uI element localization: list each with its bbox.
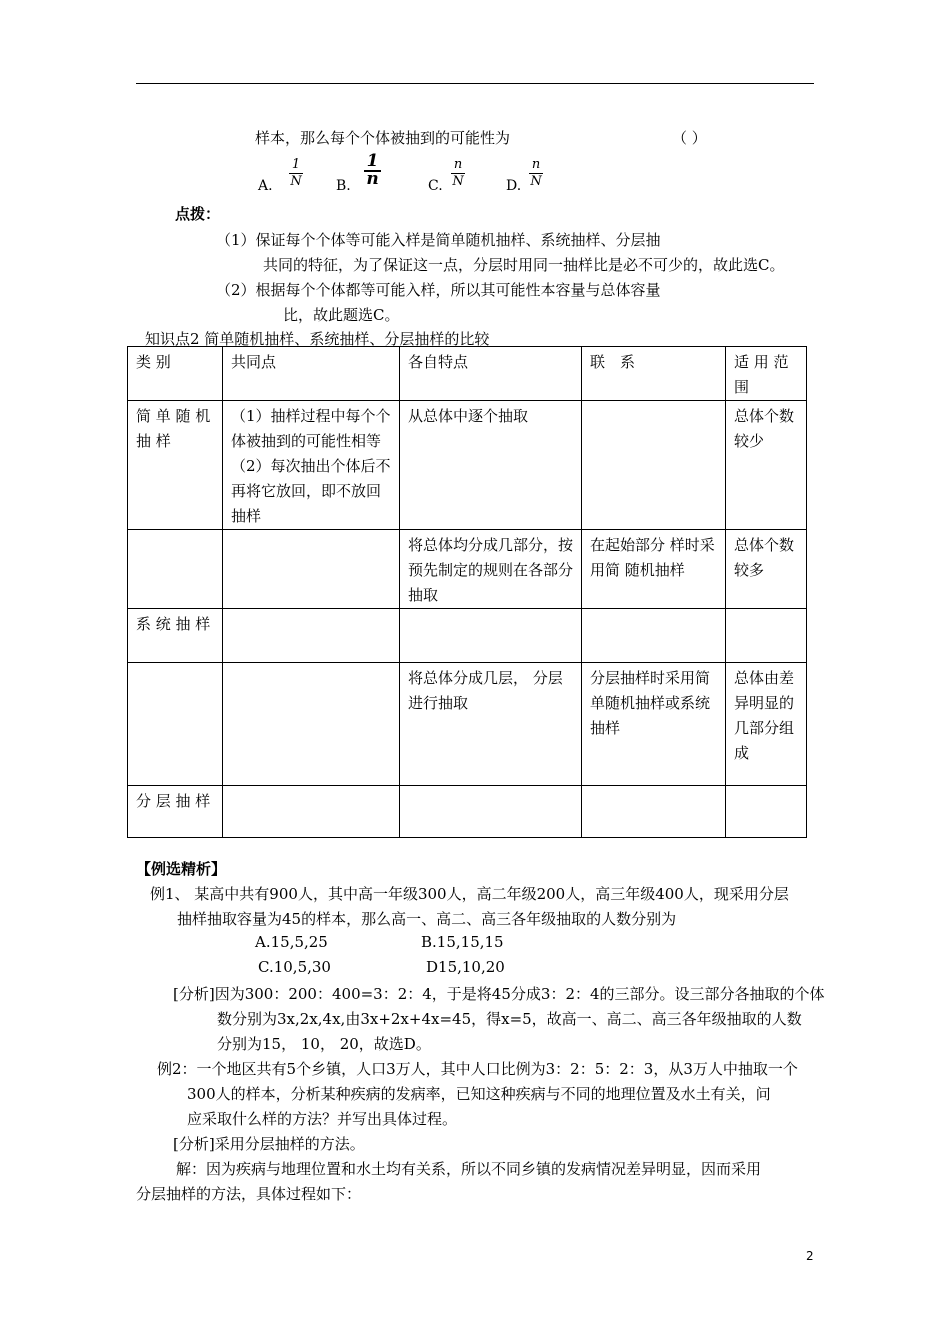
hint-line-3: （2）根据每个个体都等可能入样，所以其可能性本容量与总体容量 <box>216 281 661 299</box>
table-cell <box>223 609 400 663</box>
header-features: 各自特点 <box>400 347 582 401</box>
table-cell: 总体个数较多 <box>726 530 807 609</box>
example1-analysis-line-2: 数分别为3x,2x,4x,由3x+2x+4x=45，得x=5，故高一、高二、高三各年级抽取的人数 <box>217 1010 802 1028</box>
example1-line-1: 例1、 某高中共有900人，其中高一年级300人，高二年级200人，高三年级400人，现采用分层 <box>150 885 789 903</box>
table-cell: 系 统 抽 样 <box>128 609 223 663</box>
option-d-fraction <box>529 158 543 188</box>
option-b-numerator: 1 <box>366 151 379 171</box>
table-cell: 从总体中逐个抽取 <box>400 401 582 530</box>
example1-analysis <box>173 983 825 1004</box>
example-section-title: 【例选精析】 <box>136 860 227 878</box>
table-cell <box>582 609 726 663</box>
option-b-fraction <box>364 151 381 189</box>
header-common: 共同点 <box>223 347 400 401</box>
table-row <box>128 663 807 786</box>
table-cell: 简 单 随 机 抽 样 <box>128 401 223 530</box>
table-cell: 总体由差异明显的几部分组成 <box>726 663 807 786</box>
table-cell <box>128 530 223 609</box>
option-a-fraction <box>289 158 303 188</box>
table-row <box>128 609 807 663</box>
option-a-denominator: N <box>290 174 302 189</box>
hint-title: 点拨： <box>175 205 221 223</box>
table-cell: 将总体均分成几部分，按预先制定的规则在各部分抽取 <box>400 530 582 609</box>
example1-line-2: 抽样抽取容量为45的样本，那么高一、高二、高三各年级抽取的人数分别为 <box>177 910 677 928</box>
hint-line-2: 共同的特征，为了保证这一点，分层时用同一抽样比是必不可少的，故此选C。 <box>263 256 785 274</box>
table-cell <box>223 663 400 786</box>
table-header-row <box>128 347 807 401</box>
option-b-label: B. <box>336 178 351 194</box>
table-row <box>128 401 807 530</box>
option-d-label: D. <box>506 178 522 194</box>
example1-analysis-line-3: 分别为15， 10， 20，故选D。 <box>217 1035 431 1053</box>
table-cell: 在起始部分 样时采用简 随机抽样 <box>582 530 726 609</box>
analysis-tag: [分析] <box>173 985 215 1003</box>
option-c-numerator: n <box>453 157 463 172</box>
option-b-denominator: n <box>366 169 379 189</box>
question-tail: 样本，那么每个个体被抽到的可能性为 <box>255 129 511 147</box>
table-cell: 分 层 抽 样 <box>128 786 223 838</box>
example1-choice-a: A.15,5,25 <box>255 933 328 951</box>
comparison-table <box>127 346 807 838</box>
table-cell: （1）抽样过程中每个个体被抽到的可能性相等 （2）每次抽出个体后不再将它放回，即不放回抽样 <box>223 401 400 530</box>
table-row <box>128 786 807 838</box>
table-cell <box>582 401 726 530</box>
example2-line-1: 例2：一个地区共有5个乡镇，人口3万人，其中人口比例为3：2：5：2：3，从3万人中抽取一个 <box>157 1060 798 1078</box>
answer-paren: （ ） <box>672 129 707 147</box>
example1-choice-d: D15,10,20 <box>426 958 505 976</box>
analysis-text: 因为300：200：400=3：2：4，于是将45分成3：2：4的三部分。设三部分各抽取的个体 <box>214 985 825 1003</box>
hint-line-1: （1）保证每个个体等可能入样是简单随机抽样、系统抽样、分层抽 <box>216 231 661 249</box>
header-relation: 联 系 <box>582 347 726 401</box>
header-scope: 适 用 范 围 <box>726 347 807 401</box>
example2-solution-line-2: 分层抽样的方法，具体过程如下： <box>136 1185 362 1203</box>
table-cell <box>223 530 400 609</box>
table-cell <box>223 786 400 838</box>
table-cell <box>726 786 807 838</box>
example2-line-3: 应采取什么样的方法？并写出具体过程。 <box>187 1110 458 1128</box>
table-row <box>128 530 807 609</box>
example2-line-2: 300人的样本，分析某种疾病的发病率，已知这种疾病与不同的地理位置及水土有关，问 <box>187 1085 771 1103</box>
example2-solution-line-1: 解：因为疾病与地理位置和水土均有关系，所以不同乡镇的发病情况差异明显，因而采用 <box>176 1160 762 1178</box>
hint-line-4: 比，故此题选C。 <box>283 306 400 324</box>
analysis-tag: [分析] <box>173 1135 215 1153</box>
table-cell: 将总体分成几层， 分层进行抽取 <box>400 663 582 786</box>
analysis-text: 采用分层抽样的方法。 <box>214 1135 365 1153</box>
header-category: 类 别 <box>128 347 223 401</box>
option-d-denominator: N <box>530 174 542 189</box>
option-a-label: A. <box>258 178 273 194</box>
table-cell <box>726 609 807 663</box>
example1-choice-b: B.15,15,15 <box>421 933 504 951</box>
option-d-numerator: n <box>531 157 541 172</box>
option-a-numerator: 1 <box>291 157 301 172</box>
table-cell <box>400 786 582 838</box>
table-cell: 分层抽样时采用简单随机抽样或系统抽样 <box>582 663 726 786</box>
option-c-fraction <box>451 158 465 188</box>
header-rule <box>136 83 814 84</box>
knowledge-title: 知识点2 简单随机抽样、系统抽样、分层抽样的比较 <box>145 330 490 348</box>
example1-choice-c: C.10,5,30 <box>258 958 331 976</box>
table-cell <box>128 663 223 786</box>
option-c-denominator: N <box>452 174 464 189</box>
table-cell <box>582 786 726 838</box>
table-cell <box>400 609 582 663</box>
table-cell: 总体个数较少 <box>726 401 807 530</box>
example2-analysis <box>173 1133 365 1154</box>
option-c-label: C. <box>428 178 443 194</box>
page-number: 2 <box>806 1249 814 1263</box>
